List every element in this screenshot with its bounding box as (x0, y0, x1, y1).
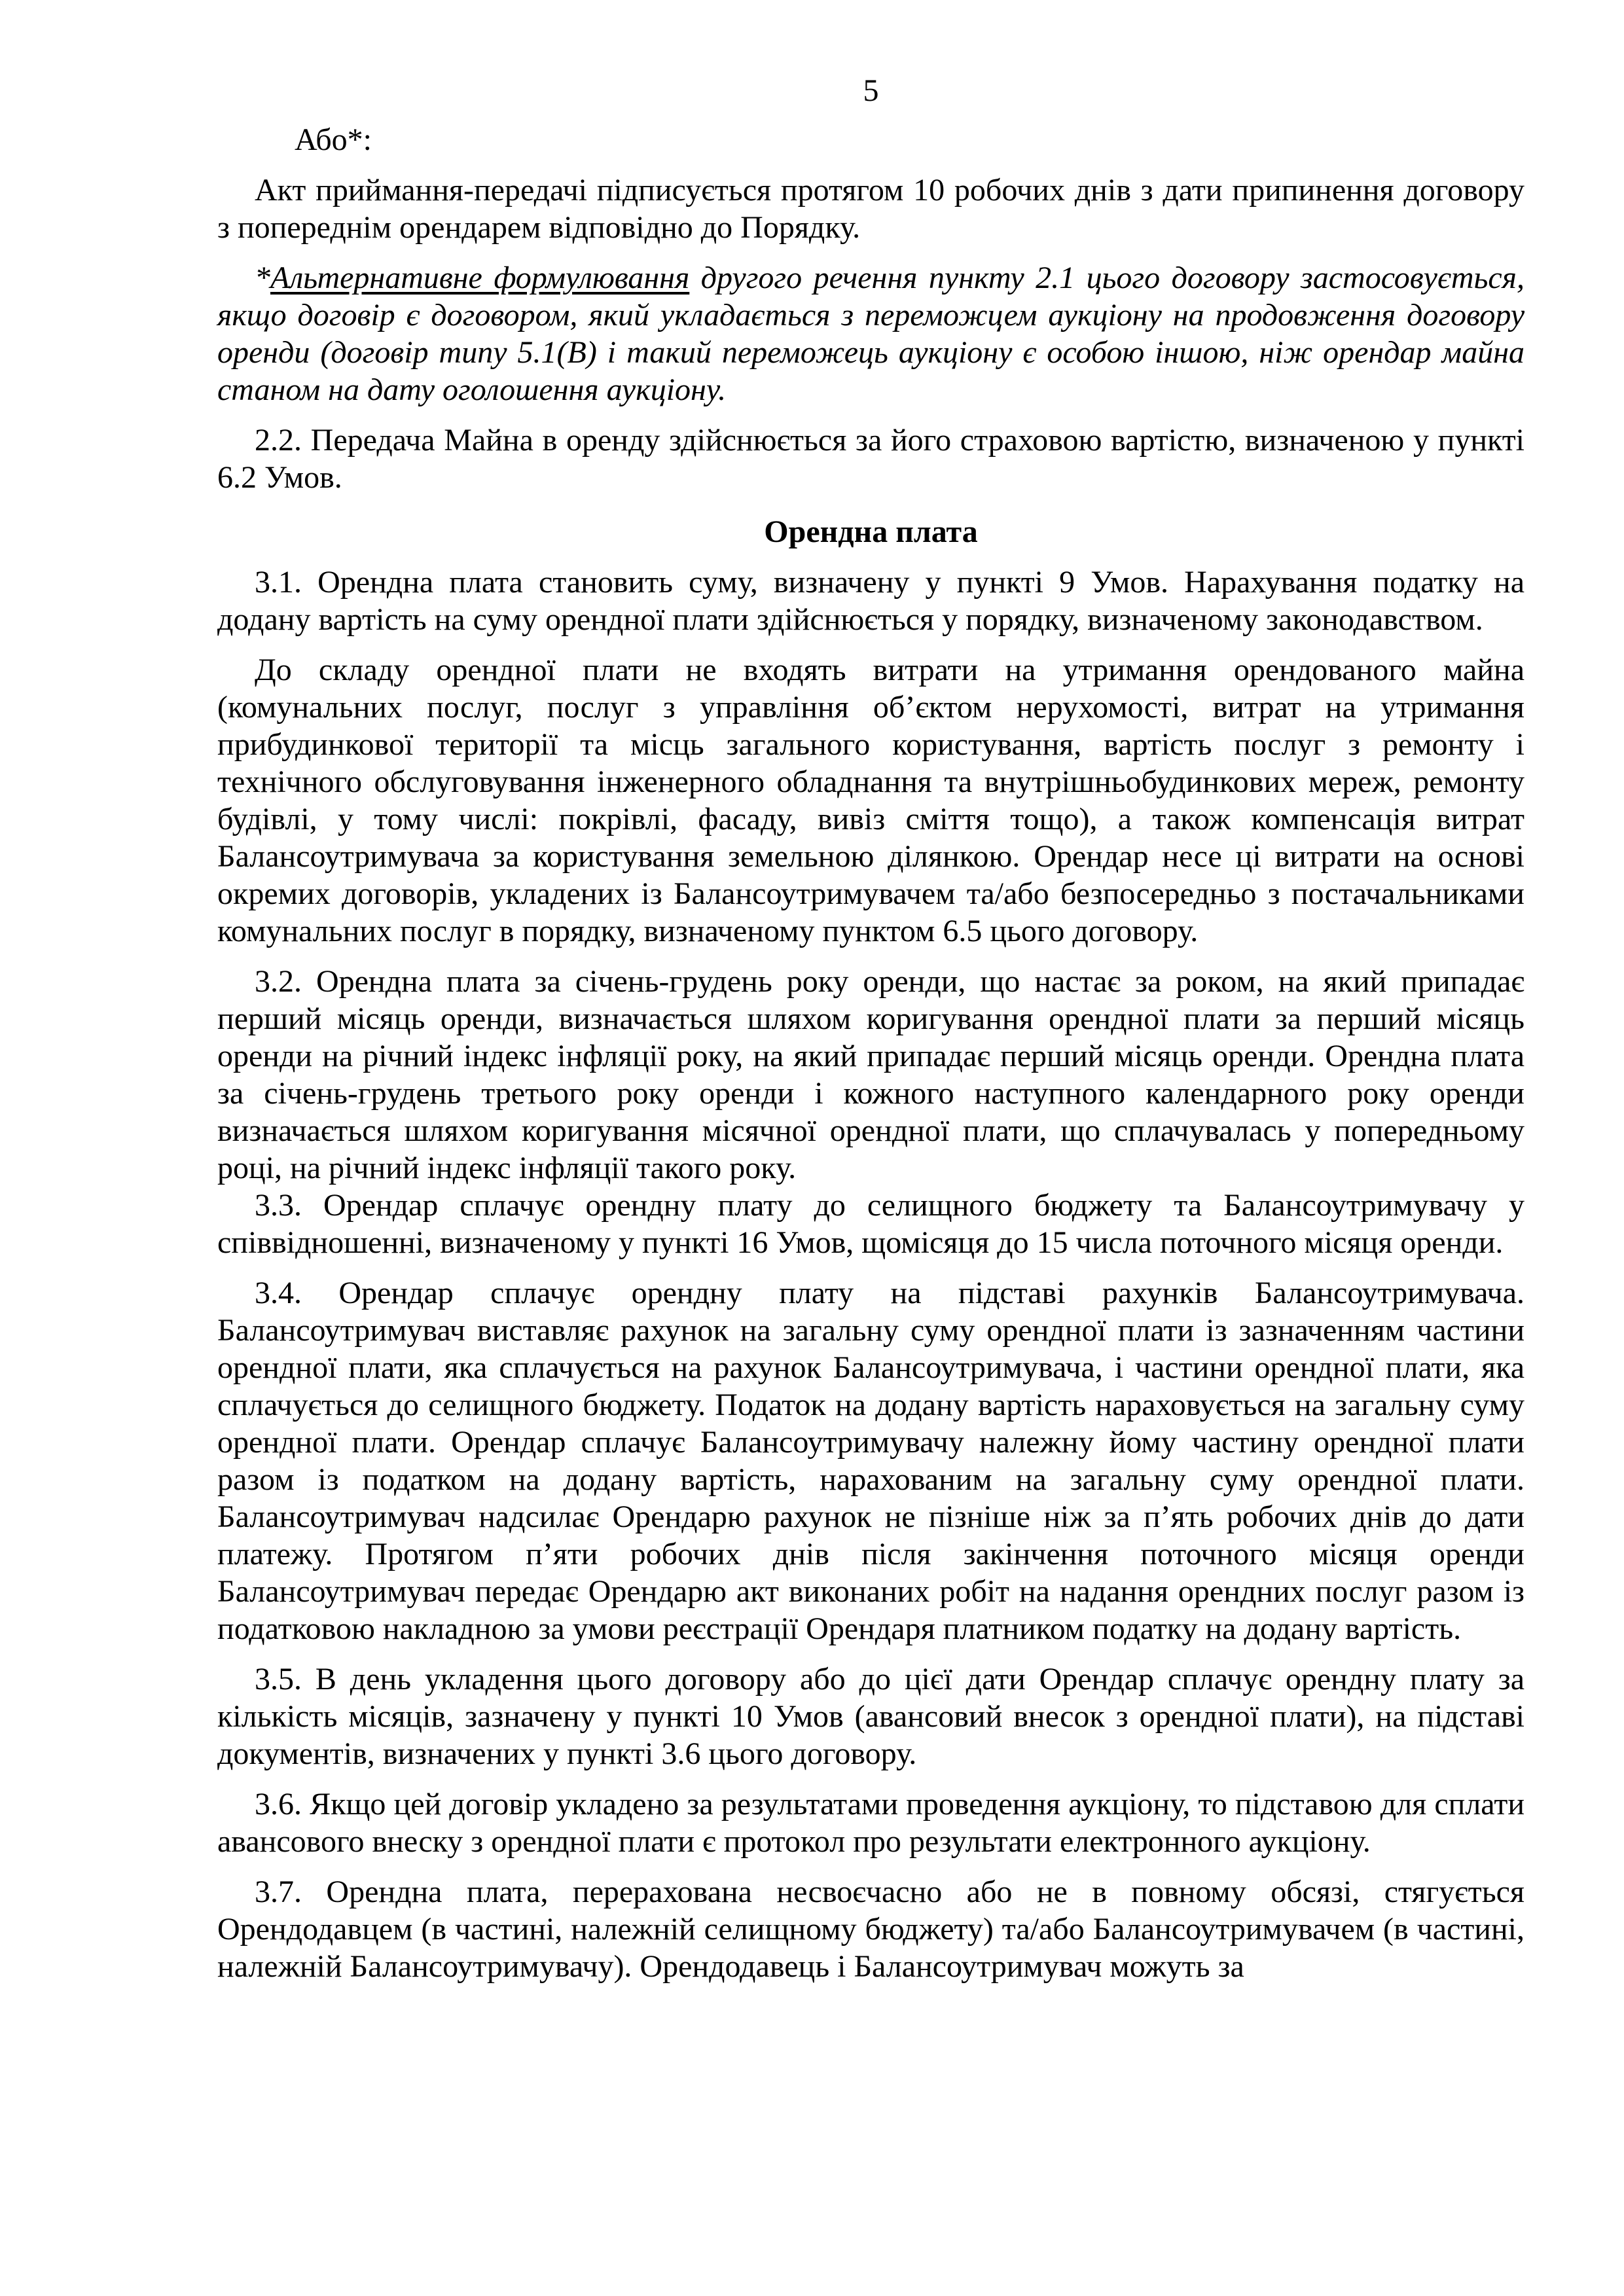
clause-3-4: 3.4. Орендар сплачує орендну плату на підставі рахунків Балансоутримувача. Балансоутримувач виставляє рахунок на загальну суму орендної плати із зазначенням частини орендної плати, яка сплачується на рахунок Балансоутримувача, і частини орендної плати, яка сплачується до селищного бюджету. Податок на додану вартість нараховується на загальну суму орендної плати. Орендар сплачує Балансоутримувачу належну йому частину орендної плати разом із податком на додану вартість, нарахованим на загальну суму орендної плати. Балансоутримувач надсилає Орендарю рахунок не пізніше ніж за п’ять робочих днів до дати платежу. Протягом п’яти робочих днів після закінчення поточного місяця оренди Балансоутримувач передає Орендарю акт виконаних робіт на надання орендних послуг разом із податковою накладною за умови реєстрації Орендаря платником податку на додану вартість. (217, 1276, 1525, 1646)
clause-3-7: 3.7. Орендна плата, перерахована несвоєчасно або не в повному обсязі, стягується Орендодавцем (в частині, належній селищному бюджету) та/або Балансоутримувачем (в частині, належній Балансоутримувачу). Орендодавець і Балансоутримувач можуть за (217, 1874, 1525, 1984)
clause-3-1: 3.1. Орендна плата становить суму, визначену у пункті 9 Умов. Нарахування податку на додану вартість на суму орендної плати здійснюється у порядку, визначеному законодавством. (217, 565, 1525, 637)
clause-3-2: 3.2. Орендна плата за січень-грудень року оренди, що настає за роком, на який припадає перший місяць оренди, визначається шляхом коригування орендної плати за перший місяць оренди на річний індекс інфляції року, на який припадає перший місяць оренди. Орендна плата за січень-грудень третього року оренди і кожного наступного календарного року оренди визначається шляхом коригування місячної орендної плати, що сплачувалась у попередньому році, на річний індекс інфляції такого року. (217, 964, 1525, 1185)
clause-3-6: 3.6. Якщо цей договір укладено за результатами проведення аукціону, то підставою для сплати авансового внеску з орендної плати є протокол про результати електронного аукціону. (217, 1787, 1525, 1859)
clause-3-3: 3.3. Орендар сплачує орендну плату до селищного бюджету та Балансоутримувачу у співвідношенні, визначеному у пункті 16 Умов, щомісяця до 15 числа поточного місяця оренди. (217, 1188, 1525, 1260)
rent-composition-paragraph: До складу орендної плати не входять витрати на утримання орендованого майна (комунальних послуг, послуг з управління об’єктом нерухомості, витрат на утримання прибудинкової території та місць загального користування, вартість послуг з ремонту і технічного обслуговування інженерного обладнання та внутрішньобудинкових мереж, ремонту будівлі, у тому числі: покрівлі, фасаду, вивіз сміття тощо), а також компенсація витрат Балансоутримувача за користування земельною ділянкою. Орендар несе ці витрати на основі окремих договорів, укладених із Балансоутримувачем та/або безпосередньо з постачальниками комунальних послуг в порядку, визначеному пунктом 6.5 цього договору. (217, 653, 1525, 948)
alt-note-asterisk: * (255, 260, 270, 295)
clause-2-2: 2.2. Передача Майна в оренду здійснюється за його страховою вартістю, визначеною у пункті 6.2 Умов. (217, 423, 1525, 495)
clause-3-5: 3.5. В день укладення цього договору або до цієї дати Орендар сплачує орендну плату за кількість місяців, зазначену у пункті 10 Умов (авансовий внесок з орендної плати), на підставі документів, визначених у пункті 3.6 цього договору. (217, 1662, 1525, 1771)
alt-note-underlined-phrase: Альтернативне формулювання (270, 260, 690, 295)
alternative-wording-note (217, 259, 1525, 408)
alt-note-rest: другого речення пункту 2.1 цього договору застосовується, якщо договір є договором, який укладається з переможцем аукціону на продовження договору оренди (договір типу 5.1(В) і такий переможець аукціону є особою іншою, ніж орендар майна станом на дату оголошення аукціону. (217, 260, 1525, 407)
act-acceptance-paragraph: Акт приймання-передачі підписується протягом 10 робочих днів з дати припинення договору з попереднім орендарем відповідно до Порядку. (217, 173, 1525, 245)
page-number: 5 (863, 73, 879, 108)
intro-paragraph-abo: Або*: (295, 122, 372, 157)
section-heading-rent: Орендна плата (764, 514, 978, 549)
